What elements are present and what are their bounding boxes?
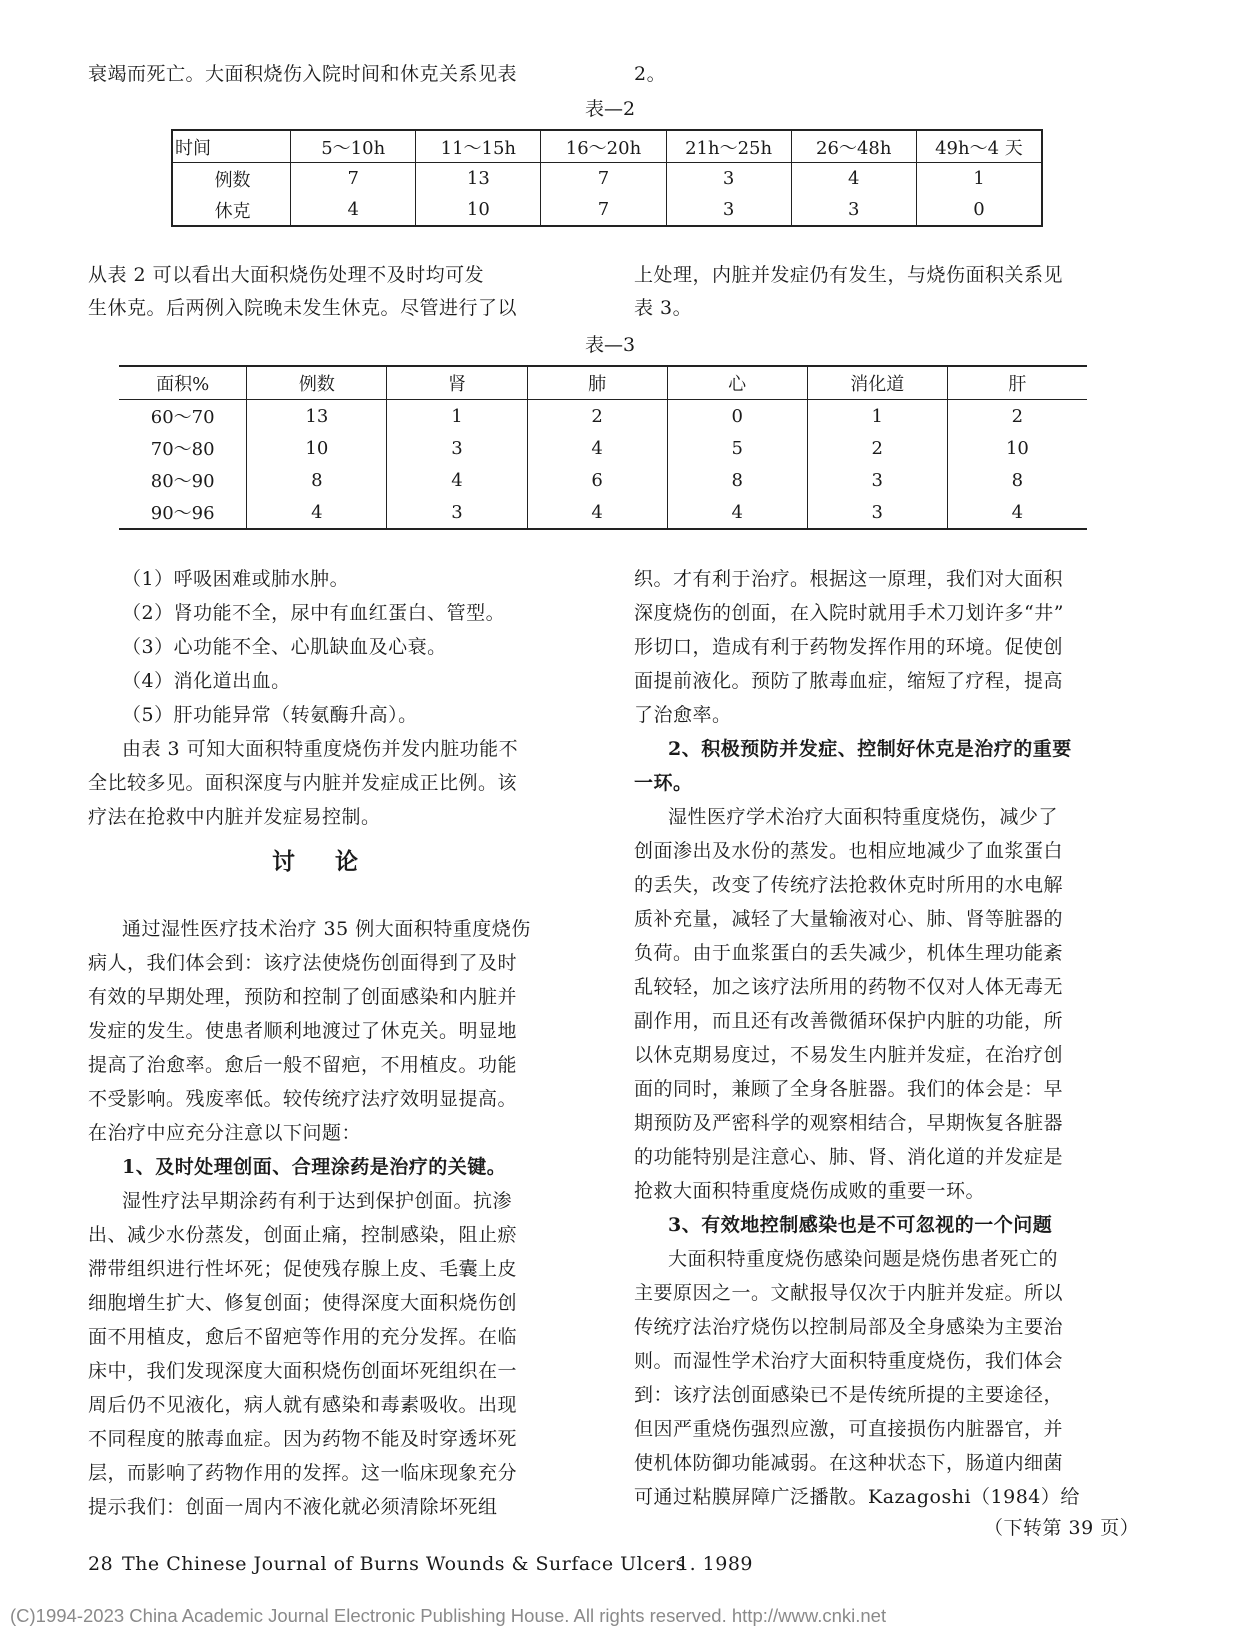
body-text-line: 由表 3 可知大面积特重度烧伤并发内脏功能不: [122, 738, 519, 760]
table3-cell: 90～96: [150, 503, 215, 524]
body-text-line: 在治疗中应充分注意以下问题：: [88, 1122, 362, 1144]
issue-number: 1. 1989: [677, 1553, 754, 1575]
table3-cell: 70～80: [150, 439, 215, 460]
table3-cell: 1: [387, 400, 527, 433]
body-text-line: 提高了治愈率。愈后一般不留疤，不用植皮。功能: [88, 1054, 518, 1076]
table2-cell: 7: [541, 163, 666, 195]
table2-cell: 7: [291, 163, 416, 195]
body-text-line: 的丢失，改变了传统疗法抢救休克时所用的水电解: [634, 874, 1064, 896]
table3-cell: 4: [527, 496, 667, 529]
table3-cell: 13: [247, 400, 387, 433]
table3-cell: 4: [947, 496, 1087, 529]
table3-cell: 4: [527, 432, 667, 464]
body-text-line: 衰竭而死亡。大面积烧伤入院时间和休克关系见表: [88, 63, 518, 85]
body-text-line: 不同程度的脓毒血症。因为药物不能及时穿透坏死: [88, 1428, 518, 1450]
table3-cell: 6: [527, 464, 667, 496]
body-text-line: 以休克期易度过，不易发生内脏并发症，在治疗创: [634, 1044, 1064, 1066]
table-row: [119, 464, 1087, 496]
body-text-line: 副作用，而且还有改善微循环保护内脏的功能，所: [634, 1010, 1064, 1032]
table2-cell: 1: [916, 163, 1042, 195]
table2: [171, 129, 1043, 227]
body-text-line: 层，而影响了药物作用的发挥。这一临床现象充分: [88, 1462, 518, 1484]
table2-cell: 13: [416, 163, 541, 195]
body-text-line: 面提前液化。预防了脓毒血症，缩短了疗程，提高: [634, 670, 1064, 692]
table2-cell: 10: [416, 194, 541, 226]
table3-cell: 3: [387, 432, 527, 464]
table3-cell: 10: [947, 432, 1087, 464]
body-text-line: 深度烧伤的创面，在入院时就用手术刀划许多“井”: [634, 602, 1064, 624]
table3-cell: 1: [807, 400, 947, 433]
table-row: [119, 496, 1087, 529]
table2-header-cell: 11～15h: [416, 130, 541, 163]
body-text-line: 不受影响。残废率低。较传统疗法疗效明显提高。: [88, 1088, 518, 1110]
subsection-heading: 1、及时处理创面、合理涂药是治疗的关键。: [122, 1156, 507, 1178]
body-text-line: 负荷。由于血浆蛋白的丢失减少，机体生理功能紊: [634, 942, 1064, 964]
table3-cell: 3: [807, 496, 947, 529]
table3-header-cell: 例数: [247, 366, 387, 400]
body-text-line: 创面渗出及水份的蒸发。也相应地减少了血浆蛋白: [634, 840, 1064, 862]
table3-header-cell: 面积%: [119, 366, 247, 400]
table2-cell: 7: [541, 194, 666, 226]
table2-header-cell: 16～20h: [541, 130, 666, 163]
body-text-line: 织。才有利于治疗。根据这一原理，我们对大面积: [634, 568, 1064, 590]
table2-header-cell: 26～48h: [791, 130, 916, 163]
table3-header-row: [119, 366, 1087, 400]
body-text-line: 出、减少水份蒸发，创面止痛，控制感染，阻止瘀: [88, 1224, 518, 1246]
table3-cell: 4: [387, 464, 527, 496]
table-row: [172, 194, 1042, 226]
table3-cell: 4: [667, 496, 807, 529]
body-text-line: 使机体防御功能减弱。在这种状态下，肠道内细菌: [634, 1452, 1064, 1474]
body-text-line: 主要原因之一。文献报导仅次于内脏并发症。所以: [634, 1282, 1064, 1304]
table3-cell: 0: [667, 400, 807, 433]
subsection-heading: 一环。: [634, 772, 693, 794]
table-row: [172, 163, 1042, 195]
journal-name: The Chinese Journal of Burns Wounds & Surface Ulcers: [122, 1553, 686, 1575]
page-number: 28: [88, 1553, 114, 1575]
body-text-line: 质补充量，减轻了大量输液对心、肺、肾等脏器的: [634, 908, 1064, 930]
body-text-line: 但因严重烧伤强烈应激，可直接损伤内脏器官，并: [634, 1418, 1064, 1440]
body-text-line: 上处理，内脏并发症仍有发生，与烧伤面积关系见: [634, 264, 1064, 286]
table3-header-cell: 消化道: [807, 366, 947, 400]
table3: [119, 365, 1087, 530]
body-text-line: 的功能特别是注意心、肺、肾、消化道的并发症是: [634, 1146, 1064, 1168]
body-text-line: 则。而湿性学术治疗大面积特重度烧伤，我们体会: [634, 1350, 1064, 1372]
body-text-line: 传统疗法治疗烧伤以控制局部及全身感染为主要治: [634, 1316, 1064, 1338]
subsection-heading: 2、积极预防并发症、控制好休克是治疗的重要: [668, 738, 1072, 760]
copyright-notice: (C)1994-2023 China Academic Journal Electronic Publishing House. All rights reserved. http://www.cnki.net: [10, 1605, 887, 1626]
table3-header-cell: 肾: [387, 366, 527, 400]
table2-cell: 3: [791, 194, 916, 226]
body-text-line: 面的同时，兼顾了全身各脏器。我们的体会是：早: [634, 1078, 1064, 1100]
table2-cell: 休克: [172, 194, 291, 226]
table3-cell: 80～90: [150, 471, 215, 492]
table2-header-row: [172, 130, 1042, 163]
body-text-line: 抢救大面积特重度烧伤成败的重要一环。: [634, 1180, 986, 1202]
table2-cell: 4: [791, 163, 916, 195]
body-text-line: 发症的发生。使患者顺利地渡过了休克关。明显地: [88, 1020, 518, 1042]
table3-cell: 60～70: [150, 407, 215, 428]
list-item: （1）呼吸困难或肺水肿。: [122, 568, 350, 590]
table2-cell: 3: [666, 163, 791, 195]
body-text-line: 湿性疗法早期涂药有利于达到保护创面。抗渗: [122, 1190, 513, 1212]
body-text-line: 生休克。后两例入院晚未发生休克。尽管进行了以: [88, 297, 518, 319]
table3-cell: 8: [667, 464, 807, 496]
body-text-line: 全比较多见。面积深度与内脏并发症成正比例。该: [88, 772, 518, 794]
table3-cell: 2: [947, 400, 1087, 433]
table-row: [119, 432, 1087, 464]
continued-note: （下转第 39 页）: [984, 1517, 1140, 1539]
table2-header-cell: 5～10h: [291, 130, 416, 163]
table3-cell: 2: [527, 400, 667, 433]
list-item: （2）肾功能不全，尿中有血红蛋白、管型。: [122, 602, 506, 624]
table3-caption: 表—3: [584, 334, 636, 356]
table2-cell: 3: [666, 194, 791, 226]
body-text-line: 通过湿性医疗技术治疗 35 例大面积特重度烧伤: [122, 918, 531, 940]
table3-cell: 2: [807, 432, 947, 464]
table3-header-cell: 心: [667, 366, 807, 400]
table2-cell: 4: [291, 194, 416, 226]
table3-header-cell: 肺: [527, 366, 667, 400]
body-text-line: 了治愈率。: [634, 704, 732, 726]
body-text-line: 滞带组织进行性坏死；促使残存腺上皮、毛囊上皮: [88, 1258, 518, 1280]
list-item: （4）消化道出血。: [122, 670, 291, 692]
body-text-line: 湿性医疗学术治疗大面积特重度烧伤，减少了: [668, 806, 1059, 828]
table-row: [119, 400, 1087, 433]
table2-caption: 表—2: [584, 98, 636, 120]
body-text-line: 有效的早期处理，预防和控制了创面感染和内脏并: [88, 986, 518, 1008]
body-text-line: 面不用植皮，愈后不留疤等作用的充分发挥。在临: [88, 1326, 518, 1348]
list-item: （3）心功能不全、心肌缺血及心衰。: [122, 636, 447, 658]
table3-cell: 3: [807, 464, 947, 496]
body-text-line: 形切口，造成有利于药物发挥作用的环境。促使创: [634, 636, 1064, 658]
table3-cell: 10: [247, 432, 387, 464]
subsection-heading: 3、有效地控制感染也是不可忽视的一个问题: [668, 1214, 1053, 1236]
table3-cell: 5: [667, 432, 807, 464]
table2-header-cell: 21h～25h: [666, 130, 791, 163]
body-text-line: 可通过粘膜屏障广泛播散。Kazagoshi（1984）给: [634, 1486, 1080, 1508]
body-text-line: 大面积特重度烧伤感染问题是烧伤患者死亡的: [668, 1248, 1059, 1270]
table2-cell: 0: [916, 194, 1042, 226]
table3-header-cell: 肝: [947, 366, 1087, 400]
body-text-line: 细胞增生扩大、修复创面；使得深度大面积烧伤创: [88, 1292, 518, 1314]
table2-cell: 例数: [172, 163, 291, 195]
body-text-line: 病人，我们体会到：该疗法使烧伤创面得到了及时: [88, 952, 518, 974]
body-text-line: 表 3。: [634, 297, 693, 319]
body-text-line: 期预防及严密科学的观察相结合，早期恢复各脏器: [634, 1112, 1064, 1134]
body-text-line: 周后仍不见液化，病人就有感染和毒素吸收。出现: [88, 1394, 518, 1416]
section-heading: 讨论: [272, 848, 398, 875]
table3-cell: 4: [247, 496, 387, 529]
table2-header-cell: 49h～4 天: [916, 130, 1042, 163]
list-item: （5）肝功能异常（转氨酶升高）。: [122, 704, 418, 726]
body-text-line: 从表 2 可以看出大面积烧伤处理不及时均可发: [88, 264, 485, 286]
body-text-line: 2。: [634, 63, 667, 85]
body-text-line: 乱较轻，加之该疗法所用的药物不仅对人体无毒无: [634, 976, 1064, 998]
body-text-line: 床中，我们发现深度大面积烧伤创面坏死组织在一: [88, 1360, 518, 1382]
table3-cell: 3: [387, 496, 527, 529]
body-text-line: 到：该疗法创面感染已不是传统所提的主要途径，: [634, 1384, 1064, 1406]
table3-cell: 8: [947, 464, 1087, 496]
body-text-line: 提示我们：创面一周内不液化就必须清除坏死组: [88, 1496, 498, 1518]
table2-header-cell: 时间: [172, 130, 291, 163]
table3-cell: 8: [247, 464, 387, 496]
body-text-line: 疗法在抢救中内脏并发症易控制。: [88, 806, 381, 828]
